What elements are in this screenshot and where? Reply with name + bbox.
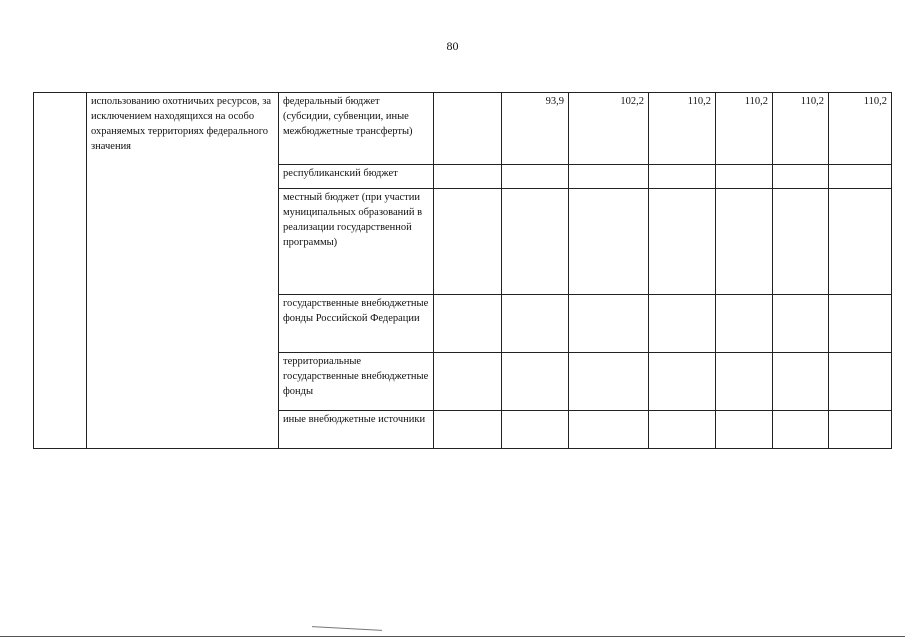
value-cell <box>502 165 569 189</box>
source-cell: территориальные государственные внебюджетные фонды <box>279 353 434 411</box>
value-cell <box>502 411 569 449</box>
value-cell <box>829 189 892 295</box>
description-cell: использованию охотничьих ресурсов, за исключением находящихся на особо охраняемых территориях федерального значения <box>87 93 279 449</box>
value-cell <box>649 295 716 353</box>
value-cell <box>434 295 502 353</box>
value-cell <box>569 295 649 353</box>
value-cell <box>829 165 892 189</box>
value-cell <box>434 165 502 189</box>
value-cell <box>649 189 716 295</box>
scan-artifact <box>312 626 382 631</box>
page-edge-line <box>0 636 905 637</box>
source-cell: федеральный бюджет (субсидии, субвенции, иные межбюджетные трансферты) <box>279 93 434 165</box>
source-cell: государственные внебюджетные фонды Российской Федерации <box>279 295 434 353</box>
value-cell: 102,2 <box>569 93 649 165</box>
budget-table <box>33 92 892 449</box>
value-cell <box>569 411 649 449</box>
value-cell <box>716 411 773 449</box>
source-cell: иные внебюджетные источники <box>279 411 434 449</box>
value-cell <box>649 411 716 449</box>
value-cell <box>502 353 569 411</box>
value-cell <box>773 353 829 411</box>
value-cell <box>716 189 773 295</box>
value-cell <box>716 295 773 353</box>
value-cell <box>434 189 502 295</box>
value-cell: 110,2 <box>649 93 716 165</box>
value-cell: 110,2 <box>829 93 892 165</box>
table-row <box>34 93 892 165</box>
source-cell: местный бюджет (при участии муниципальных образований в реализации государственной программы) <box>279 189 434 295</box>
value-cell <box>773 189 829 295</box>
page-number: 80 <box>446 39 459 53</box>
value-cell: 110,2 <box>716 93 773 165</box>
value-cell <box>649 353 716 411</box>
value-cell <box>829 295 892 353</box>
value-cell <box>829 411 892 449</box>
value-cell <box>434 411 502 449</box>
value-cell <box>569 189 649 295</box>
value-cell <box>716 165 773 189</box>
source-cell: республиканский бюджет <box>279 165 434 189</box>
value-cell <box>569 353 649 411</box>
value-cell: 110,2 <box>773 93 829 165</box>
value-cell <box>829 353 892 411</box>
value-cell <box>502 295 569 353</box>
value-cell <box>502 189 569 295</box>
value-cell <box>434 93 502 165</box>
value-cell <box>649 165 716 189</box>
value-cell <box>773 165 829 189</box>
value-cell <box>716 353 773 411</box>
value-cell: 93,9 <box>502 93 569 165</box>
value-cell <box>773 411 829 449</box>
value-cell <box>773 295 829 353</box>
value-cell <box>434 353 502 411</box>
index-cell <box>34 93 87 449</box>
value-cell <box>569 165 649 189</box>
